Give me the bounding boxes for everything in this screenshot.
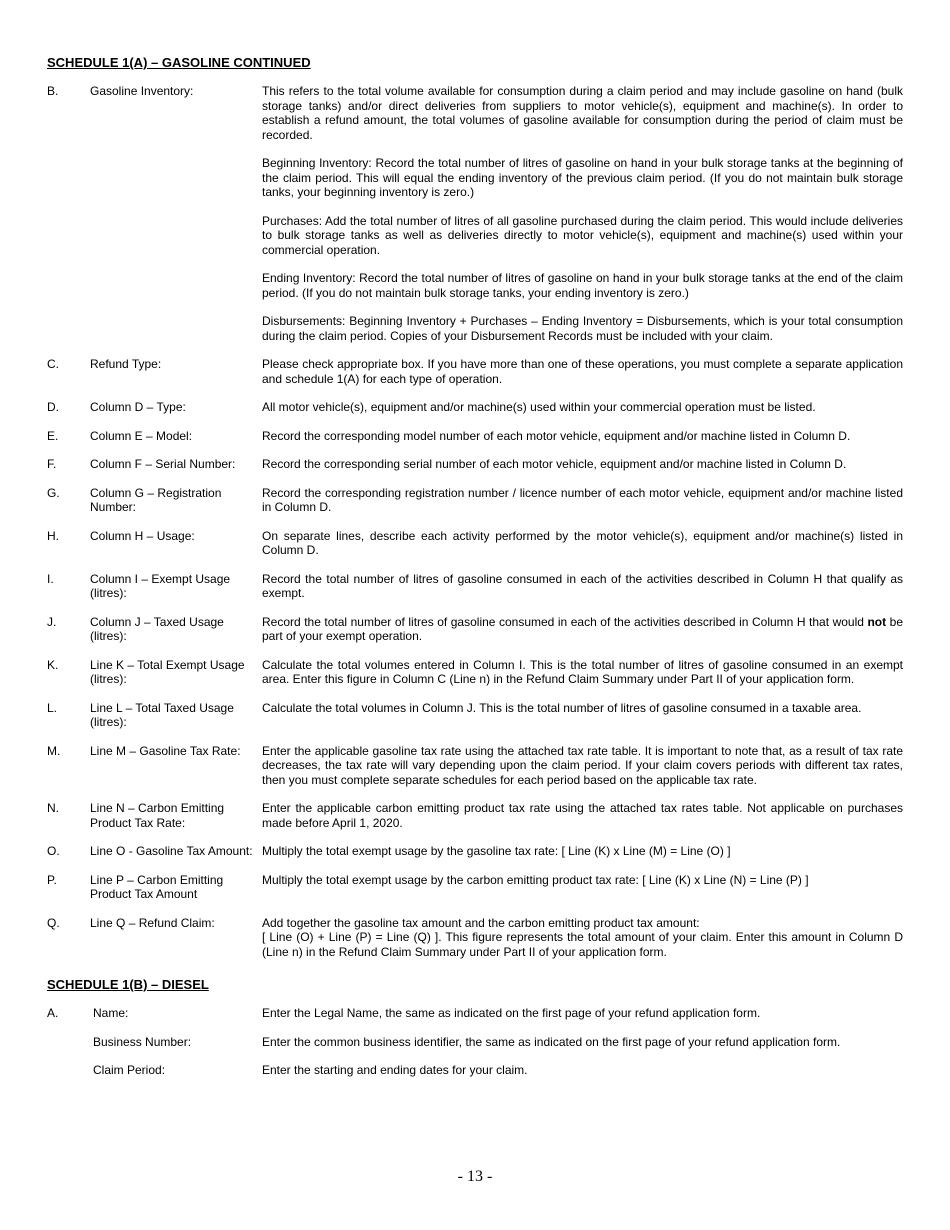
item-description [262,615,903,644]
item-description: Enter the starting and ending dates for your claim. [262,1063,528,1077]
item-letter: M. [47,743,61,758]
item-description: On separate lines, describe each activity performed by the motor vehicle(s), equipment and/or machine(s) listed in Column D. [262,528,903,557]
instruction-item-c [47,357,903,386]
instruction-item-l [47,701,903,730]
paragraph-purchases: Purchases: Add the total number of litres of all gasoline purchased during the claim period. This would include deliveries to bulk storage tanks as well as deliveries directly to motor vehicle(s), equipment and machine(s) used within your commercial operation. [262,213,903,257]
item-description [262,916,903,960]
item-letter: P. [47,872,57,887]
item-description: Please check appropriate box. If you have more than one of these operations, you must complete a separate application and schedule 1(A) for each type of operation. [262,357,903,386]
item-letter: K. [47,657,59,672]
instruction-item-n [47,801,903,830]
instruction-item-e [47,429,903,444]
j-text-after: be part of your exempt operation. [262,614,903,643]
item-letter [47,1063,93,1078]
item-letter: H. [47,528,59,543]
instruction-item-k [47,658,903,687]
item-description: Enter the Legal Name, the same as indicated on the first page of your refund application form. [262,1006,761,1020]
page-number: - 13 - [457,1168,493,1185]
item-letter: B. [47,84,59,98]
instruction-item-m [47,744,903,788]
item-letter: Q. [47,915,60,930]
item-letter: N. [47,801,59,815]
item-description: Enter the applicable gasoline tax rate using the attached tax rate table. It is important to note that, as a result of tax rate decreases, the tax rate will vary depending upon the claim period. If your claim covers periods with different tax rates, then you must complete separate schedules for each period based on the applicable tax rate. [262,743,903,787]
item-label: Line O - Gasoline Tax Amount: [90,844,253,858]
item-letter: G. [47,485,60,500]
paragraph-ending-inventory: Ending Inventory: Record the total number of litres of gasoline on hand in your bulk storage tanks at the end of the claim period. (If you do not maintain bulk storage tanks, your ending inventory is zero.) [262,271,903,300]
instruction-item-d [47,400,903,415]
item-label: Line Q – Refund Claim: [90,915,215,930]
item-description: Calculate the total volumes in Column J. This is the total number of litres of gasoline consumed in a taxable area. [262,700,862,715]
item-description [262,84,903,343]
item-label: Column J – Taxed Usage (litres): [90,614,224,643]
item-description: All motor vehicle(s), equipment and/or machine(s) used within your commercial operation must be listed. [262,400,816,414]
q-text-line1: Add together the gasoline tax amount and the carbon emitting product tax amount: [262,915,700,930]
paragraph-disbursements: Disbursements: Beginning Inventory + Purchases – Ending Inventory = Disbursements, which is your total consumption during the claim period. Copies of your Disbursement Records must be included with your claim. [262,314,903,343]
instruction-item-i [47,572,903,601]
item-description: Enter the applicable carbon emitting product tax rate using the attached tax rates table. Not applicable on purchases made before April 1, 2020. [262,801,903,830]
item-letter: F. [47,457,57,471]
instruction-item-p [47,873,903,902]
item-description: Record the corresponding registration number / licence number of each motor vehicle, equipment and/or machine listed in Column D. [262,485,903,514]
item-label: Column D – Type: [90,400,186,414]
item-description: Multiply the total exempt usage by the gasoline tax rate: [ Line (K) x Line (M) = Line (O) ] [262,844,731,858]
item-letter: J. [47,614,57,629]
item-label: Business Number: [93,1034,192,1049]
j-text-before: Record the total number of litres of gasoline consumed in each of the activities described in Column H that would [262,614,868,629]
item-label: Column E – Model: [90,428,193,443]
instruction-item-q [47,916,903,960]
item-label: Name: [93,1006,129,1020]
item-label: Column H – Usage: [90,528,195,543]
item-letter: C. [47,357,59,371]
paragraph-beginning-inventory: Beginning Inventory: Record the total number of litres of gasoline on hand in your bulk storage tanks at the beginning of the claim period. This will equal the ending inventory of the previous claim period. (If you do not maintain bulk storage tanks, your beginning inventory is zero.) [262,156,903,199]
item-label: Column F – Serial Number: [90,457,236,471]
instruction-item-o [47,844,903,859]
instruction-item-h [47,529,903,558]
item-description: Calculate the total volumes entered in Column I. This is the total number of litres of gasoline consumed in an exempt area. Enter this figure in Column C (Line n) in the Refund Claim Summary under Part II of your application form. [262,657,903,686]
item-label: Line P – Carbon Emitting Product Tax Amount [90,872,224,901]
item-label: Line K – Total Exempt Usage (litres): [90,657,245,686]
item-label: Line M – Gasoline Tax Rate: [90,743,241,758]
section-title-diesel: SCHEDULE 1(B) – DIESEL [47,977,209,992]
item-description: Record the corresponding serial number of each motor vehicle, equipment and/or machine listed in Column D. [262,457,847,471]
instruction-item-f [47,457,903,472]
instruction-item-b [47,84,903,343]
item-letter: I. [47,571,54,586]
instruction-item-g [47,486,903,515]
item-letter: E. [47,428,59,443]
item-label: Gasoline Inventory: [90,84,194,98]
item-description: Multiply the total exempt usage by the carbon emitting product tax rate: [ Line (K) x Line (N) = Line (P) ] [262,872,809,887]
item-label: Claim Period: [93,1063,166,1077]
item-label: Line N – Carbon Emitting Product Tax Rate: [90,801,225,830]
item-label: Column G – Registration Number: [90,485,222,514]
item-description: Record the corresponding model number of each motor vehicle, equipment and/or machine listed in Column D. [262,428,851,443]
diesel-item-claim-period [47,1063,903,1078]
item-description: Record the total number of litres of gasoline consumed in each of the activities described in Column H that qualify as exempt. [262,571,903,600]
item-letter: O. [47,844,60,858]
item-description: Enter the common business identifier, the same as indicated on the first page of your refund application form. [262,1034,841,1049]
paragraph-gasoline-inventory: This refers to the total volume available for consumption during a claim period and may include gasoline on hand (bulk storage tanks) and/or direct deliveries from suppliers to motor vehicle(s), equipment and machine(s). In order to establish a refund amount, the total volumes of gasoline available for consumption during the period of claim must be recorded. [262,84,903,142]
j-text-emphasis: not [867,614,887,629]
diesel-item-name [47,1006,903,1021]
document-page [47,55,903,1092]
item-letter [47,1035,93,1050]
item-label: Column I – Exempt Usage (litres): [90,571,231,600]
section-title-gasoline: SCHEDULE 1(A) – GASOLINE CONTINUED [47,55,311,70]
item-label: Line L – Total Taxed Usage (litres): [90,700,234,729]
item-letter: L. [47,700,58,715]
q-text-line2: [ Line (O) + Line (P) = Line (Q) ]. This figure represents the total amount of your claim. Enter this amount in Column D (Line n) in the Refund Claim Summary under Part II of your application form. [262,930,903,959]
diesel-item-business-number [47,1035,903,1050]
item-letter: D. [47,400,59,414]
instruction-item-j [47,615,903,644]
item-letter: A. [47,1006,59,1020]
item-label: Refund Type: [90,357,162,371]
